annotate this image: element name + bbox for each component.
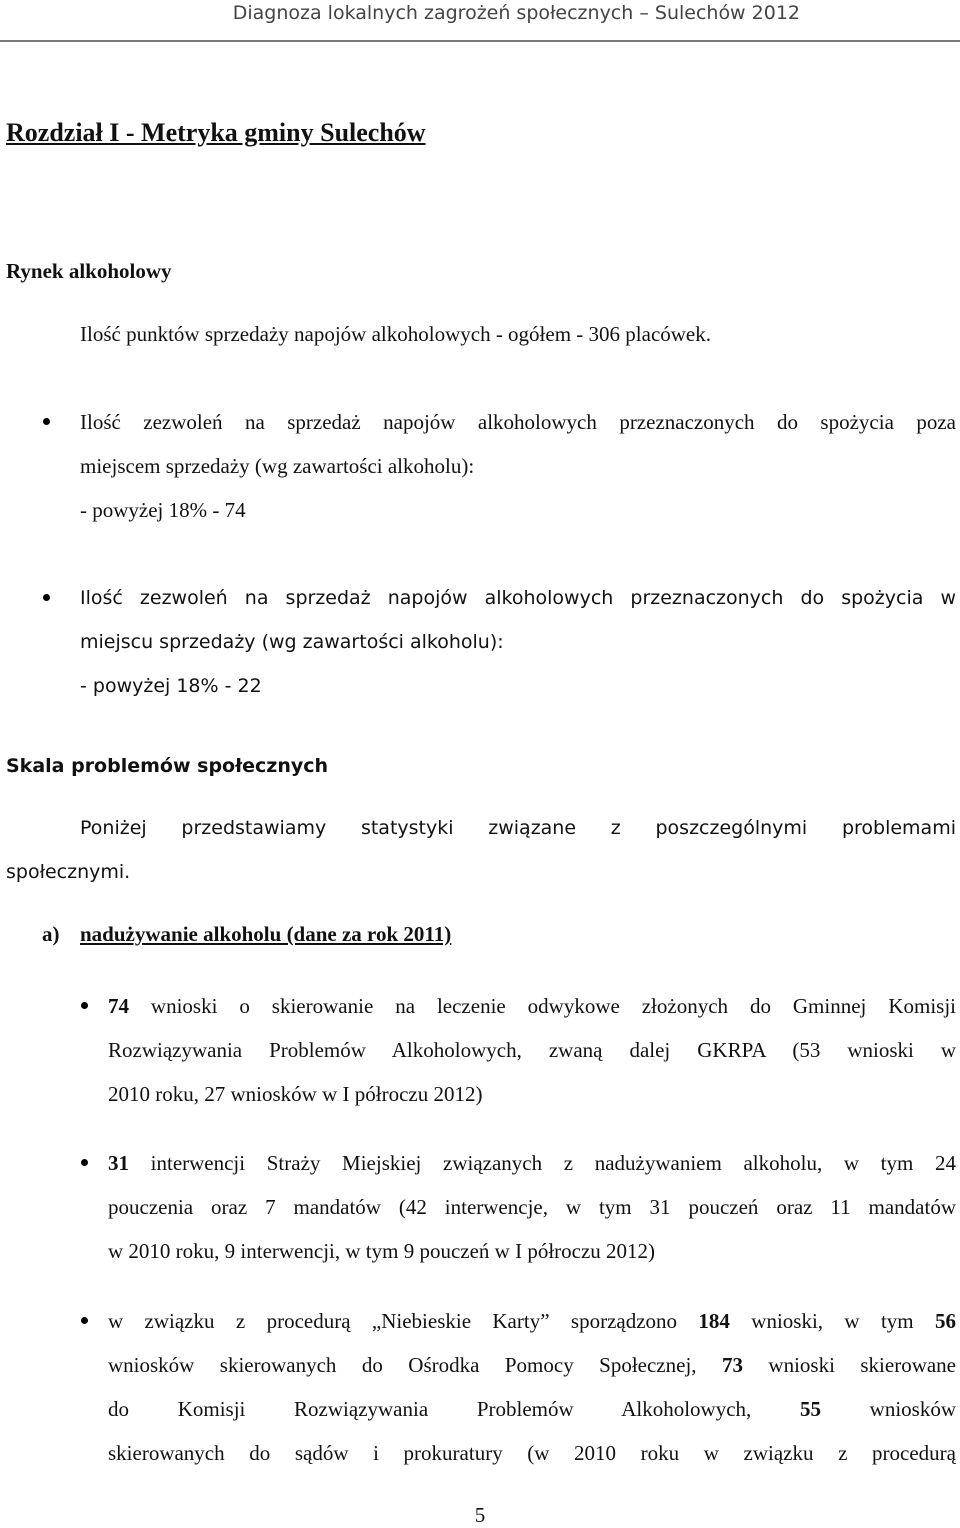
alcohol-item2-line3: w 2010 roku, 9 interwencji, w tym 9 pouczeń w I półroczu 2012) [108,1239,656,1263]
section-title-rynek: Rynek alkoholowy [6,259,172,283]
bullet-icon [43,418,50,425]
alcohol-item1-number: 74 [108,994,129,1018]
rynek-bullet2-line1: Ilość zezwoleń na sprzedaż napojów alkoholowych przeznaczonych do spożycia w [80,587,956,609]
subsection-title: nadużywanie alkoholu (dane za rok 2011) [80,922,452,946]
rynek-bullet1-line2: miejscem sprzedaży (wg zawartości alkoholu): [80,454,475,478]
alcohol-item2-line1: 31 interwencji Straży Miejskiej związanych z nadużywaniem alkoholu, w tym 24 [108,1151,956,1175]
bullet-icon [81,1159,88,1166]
alcohol-item2-number: 31 [108,1151,129,1175]
alcohol-item3-line3: do Komisji Rozwiązywania Problemów Alkoholowych, 55 wniosków [108,1397,956,1421]
alcohol-item3-line2: wniosków skierowanych do Ośrodka Pomocy Społecznej, 73 wnioski skierowane [108,1353,956,1377]
bullet-icon [81,1002,88,1009]
rynek-bullet2-line3: - powyżej 18% - 22 [80,675,262,697]
subsection-marker: a) [42,922,60,946]
section-title-skala: Skala problemów społecznych [6,755,329,777]
alcohol-item1-line2: Rozwiązywania Problemów Alkoholowych, zwaną dalej GKRPA (53 wnioski w [108,1038,956,1062]
chapter-title: Rozdział I - Metryka gminy Sulechów [6,118,426,147]
rynek-bullet1-line1: Ilość zezwoleń na sprzedaż napojów alkoholowych przeznaczonych do spożycia poza [80,410,956,434]
alcohol-item3-line1: w związku z procedurą „Niebieskie Karty” sporządzono 184 wnioski, w tym 56 [108,1309,956,1333]
skala-intro-line2: społecznymi. [6,861,131,883]
rynek-bullet1-line3: - powyżej 18% - 74 [80,498,246,522]
header-title: Diagnoza lokalnych zagrożeń społecznych – Sulechów 2012 [232,2,800,24]
rynek-intro: Ilość punktów sprzedaży napojów alkoholowych - ogółem - 306 placówek. [80,322,712,346]
alcohol-item3-line4: skierowanych do sądów i prokuratury (w 2010 roku w związku z procedurą [108,1441,956,1465]
bullet-icon [81,1317,88,1324]
rynek-bullet2-line2: miejscu sprzedaży (wg zawartości alkoholu): [80,631,504,653]
page-header [0,0,960,42]
bullet-icon [43,594,50,601]
alcohol-item1-line1: 74 wnioski o skierowanie na leczenie odwykowe złożonych do Gminnej Komisji [108,994,956,1018]
alcohol-item1-line3: 2010 roku, 27 wniosków w I półroczu 2012) [108,1082,483,1106]
alcohol-item2-line2: pouczenia oraz 7 mandatów (42 interwencje, w tym 31 pouczeń oraz 11 mandatów [108,1195,956,1219]
skala-intro-line1: Poniżej przedstawiamy statystyki związane z poszczególnymi problemami [80,817,956,839]
page-number: 5 [474,1503,486,1527]
